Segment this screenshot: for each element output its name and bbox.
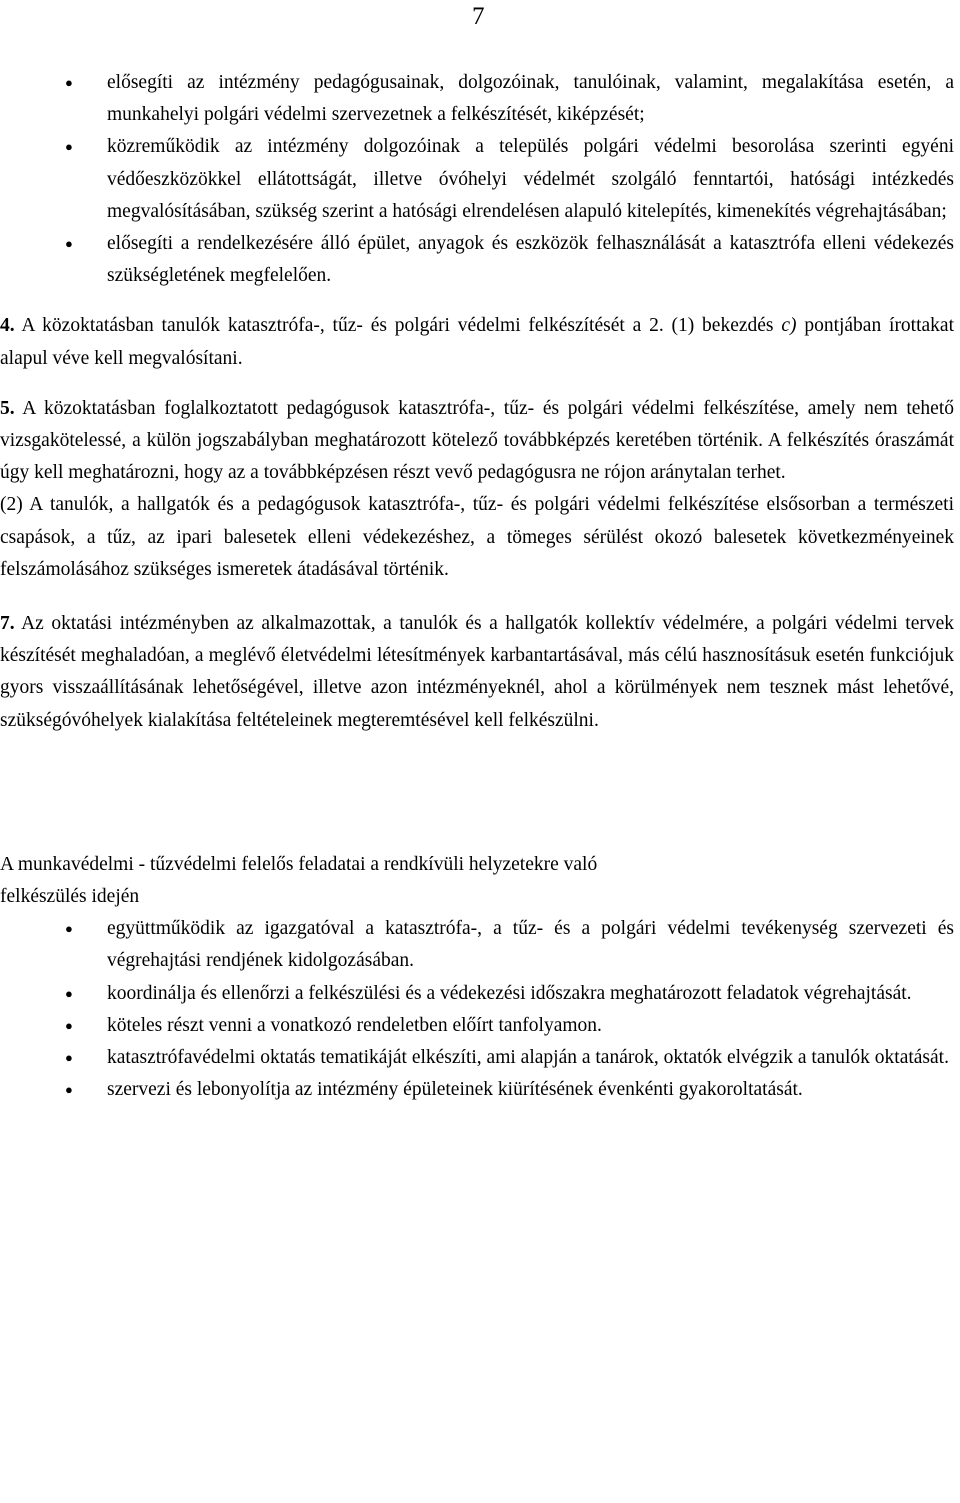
section-5-subsection-2: (2) A tanulók, a hallgatók és a pedagógusok katasztrófa-, tűz- és polgári védelmi felkészítése elsősorban a természeti csapások, a tűz, az ipari balesetek elleni védekezéshez, a tömeges sérülést okozó balesetek következményeinek felszámolásához szükséges ismeretek átadásával történik. (0, 494, 954, 580)
list-item: ● katasztrófavédelmi oktatás tematikáját elkészíti, ami alapján a tanárok, oktatók elvégzik a tanulók oktatását. (0, 1042, 954, 1074)
list-item: ● koordinálja és ellenőrzi a felkészülési és a védekezési időszakra meghatározott feladatok végrehajtását. (0, 978, 954, 1010)
section-number: 5. (0, 397, 15, 419)
bullet-list-top (0, 67, 954, 292)
bullet-list-bottom (0, 913, 954, 1106)
section-number: 7. (0, 613, 15, 635)
list-item: ● elősegíti a rendelkezésére álló épület, anyagok és eszközök felhasználását a katasztrófa elleni védekezés szükségletének megfelelően. (0, 228, 954, 292)
heading-line: felkészülés idején (0, 886, 140, 908)
section-7-paragraph (0, 608, 954, 737)
section-4-paragraph (0, 310, 954, 374)
list-item: ● köteles részt venni a vonatkozó rendeletben előírt tanfolyamon. (0, 1010, 954, 1042)
section-text: pontjában írottakat alapul véve kell megvalósítani. (0, 315, 954, 369)
section-italic: c) (781, 315, 797, 337)
page-number: 7 (472, 3, 485, 30)
section-text: Az oktatási intézményben az alkalmazottak, a tanulók és a hallgatók kollektív védelmére, a polgári védelmi tervek készítését meghaladóan, a meglévő életvédelmi létesítmények karbantartásával, más célú hasznosításuk esetén funkciójuk gyors visszaállításának lehetőségével, illetve azon intézményeknél, ahol a körülmények nem tesznek mást lehetővé, szükségóvóhelyek kialakítása feltételeinek megteremtésével kell felkészülni. (0, 613, 954, 731)
heading-line: A munkavédelmi - tűzvédelmi felelős feladatai a rendkívüli helyzetekre való (0, 853, 598, 875)
list-item: ● közreműködik az intézmény dolgozóinak a település polgári védelmi besorolása szerinti egyéni védőeszközökkel ellátottságát, illetve óvóhelyi védelmét szolgáló fenntartói, hatósági intézkedés megvalósításában, szükség szerint a hatósági elrendelésen alapuló kitelepítés, kimenekítés végrehajtásában; (0, 131, 954, 228)
section-5-paragraph (0, 393, 954, 490)
section-text: A közoktatásban tanulók katasztrófa-, tűz- és polgári védelmi felkészítését a 2. (1) bekezdés (14, 315, 782, 337)
section-text: A közoktatásban foglalkoztatott pedagógusok katasztrófa-, tűz- és polgári védelmi felkészítése, amely nem tehető vizsgakötelessé, a külön jogszabályban meghatározott kötelező továbbképzés keretében történik. A felkészítés óraszámát úgy kell meghatározni, hogy az a továbbképzésen részt vevő pedagógusra ne rójon aránytalan terhet. (0, 397, 954, 484)
section-number: 4. (0, 315, 15, 337)
list-item: ● szervezi és lebonyolítja az intézmény épületeinek kiürítésének évenkénti gyakoroltatását. (0, 1074, 954, 1106)
list-item: ● elősegíti az intézmény pedagógusainak, dolgozóinak, tanulóinak, valamint, megalakítása esetén, a munkahelyi polgári védelmi szervezetnek a felkészítését, kiképzését; (0, 67, 954, 131)
section-heading (0, 849, 954, 913)
document-body (0, 67, 954, 1106)
list-item: ● együttműködik az igazgatóval a katasztrófa-, a tűz- és a polgári védelmi tevékenység szervezeti és végrehajtási rendjének kidolgozásában. (0, 913, 954, 977)
